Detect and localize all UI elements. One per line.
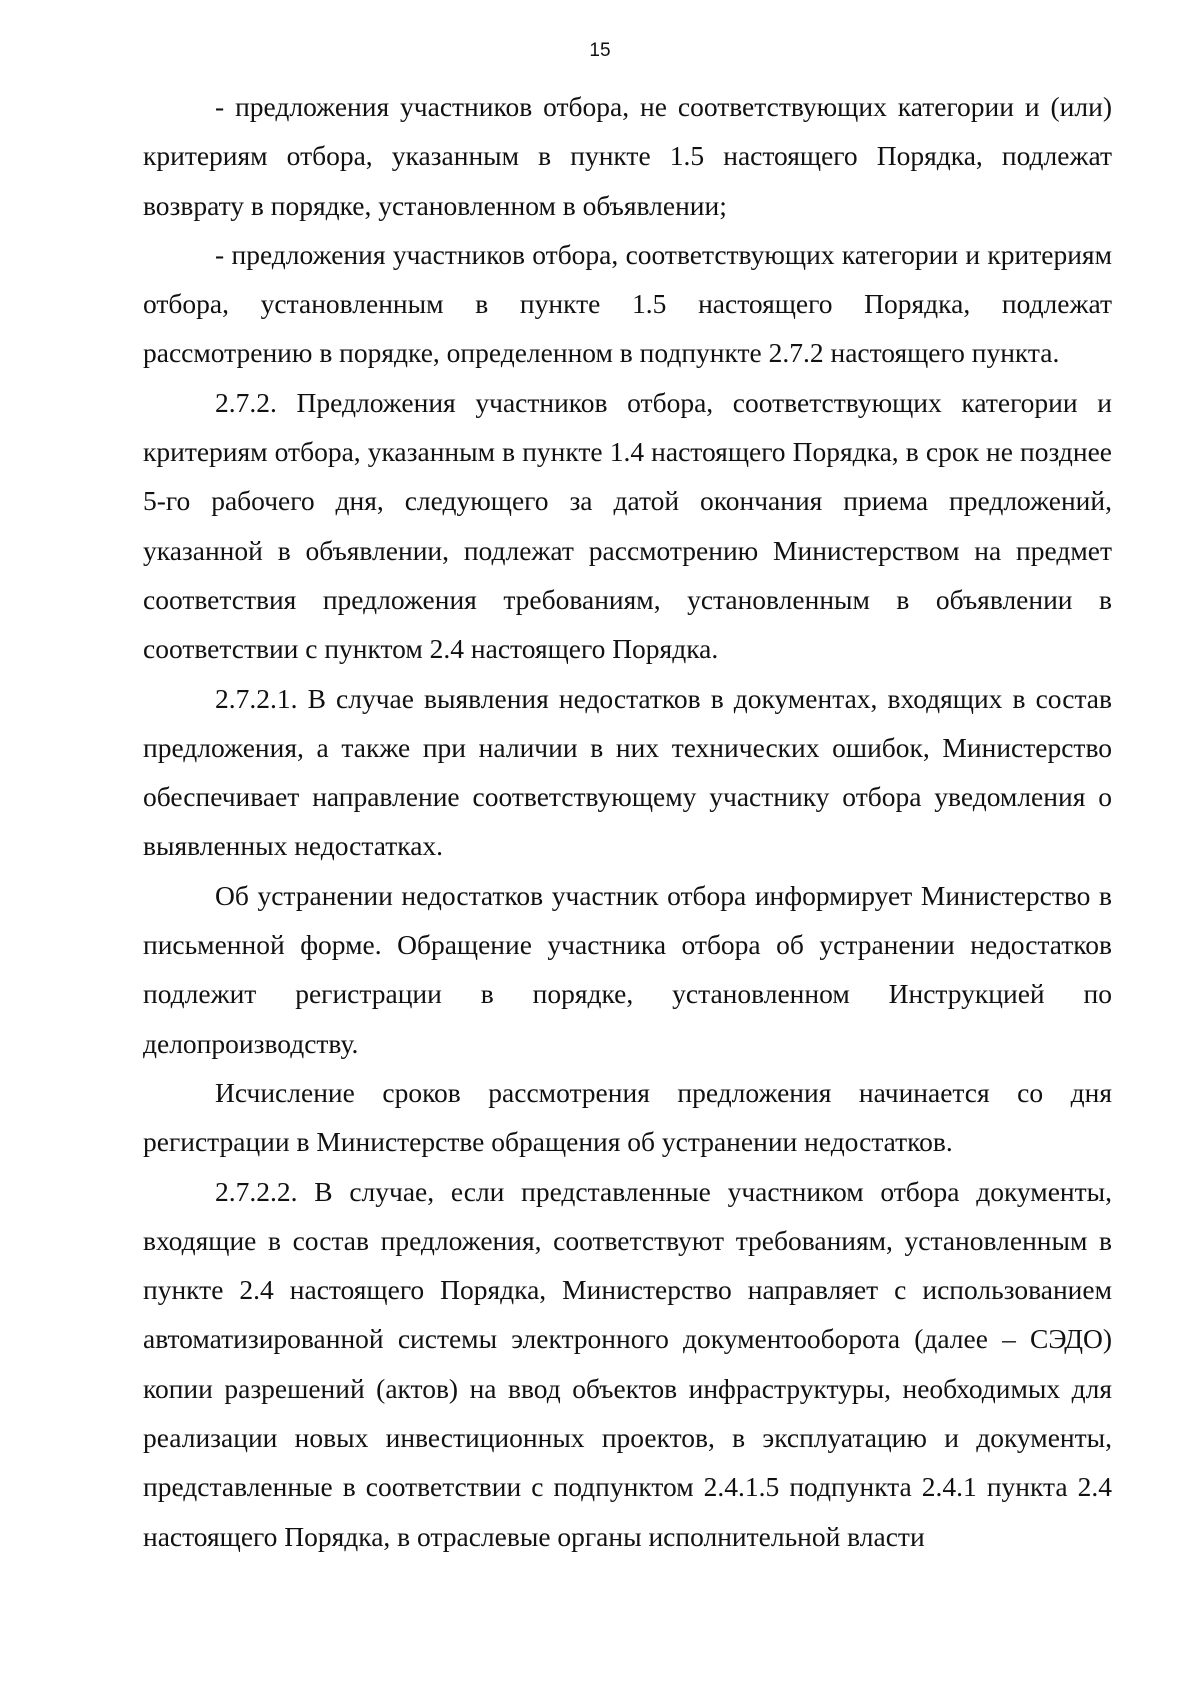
paragraph-consider-proposals: - предложения участников отбора, соответствующих категории и критериям отбора, установленным в пункте 1.5 настоящего Порядка, подлежат рассмотрению в порядке, определенном в подпункте 2.7.2 настоящего пункта.	[143, 238, 1112, 369]
page-number: 15	[589, 40, 611, 61]
paragraph-elimination-notice: Об устранении недостатков участник отбора информирует Министерство в письменной форме. Обращение участника отбора об устранении недостатков подлежит регистрации в порядке, установленном Инструкцией по делопроизводству.	[143, 879, 1112, 1059]
paragraph-2-7-2-1: 2.7.2.1. В случае выявления недостатков в документах, входящих в состав предложения, а также при наличии в них технических ошибок, Министерство обеспечивает направление соответствующему участнику отбора уведомления о выявленных недостатках.	[143, 682, 1112, 862]
paragraph-deadline-calculation: Исчисление сроков рассмотрения предложения начинается со дня регистрации в Министерстве обращения об устранении недостатков.	[143, 1076, 1112, 1158]
document-body	[143, 82, 1112, 1561]
paragraph-2-7-2-2: 2.7.2.2. В случае, если представленные участником отбора документы, входящие в состав предложения, соответствуют требованиям, установленным в пункте 2.4 настоящего Порядка, Министерство направляет с использованием автоматизированной системы электронного документооборота (далее – СЭДО) копии разрешений (актов) на ввод объектов инфраструктуры, необходимых для реализации новых инвестиционных проектов, в эксплуатацию и документы, представленные в соответствии с подпунктом 2.4.1.5 подпункта 2.4.1 пункта 2.4 настоящего Порядка, в отраслевые органы исполнительной власти	[143, 1175, 1112, 1552]
paragraph-return-proposals: - предложения участников отбора, не соответствующих категории и (или) критериям отбора, указанным в пункте 1.5 настоящего Порядка, подлежат возврату в порядке, установленном в объявлении;	[143, 91, 1112, 221]
paragraph-2-7-2: 2.7.2. Предложения участников отбора, соответствующих категории и критериям отбора, указанным в пункте 1.4 настоящего Порядка, в срок не позднее 5-го рабочего дня, следующего за датой окончания приема предложений, указанной в объявлении, подлежат рассмотрению Министерством на предмет соответствия предложения требованиям, установленным в объявлении в соответствии с пунктом 2.4 настоящего Порядка.	[143, 386, 1112, 665]
